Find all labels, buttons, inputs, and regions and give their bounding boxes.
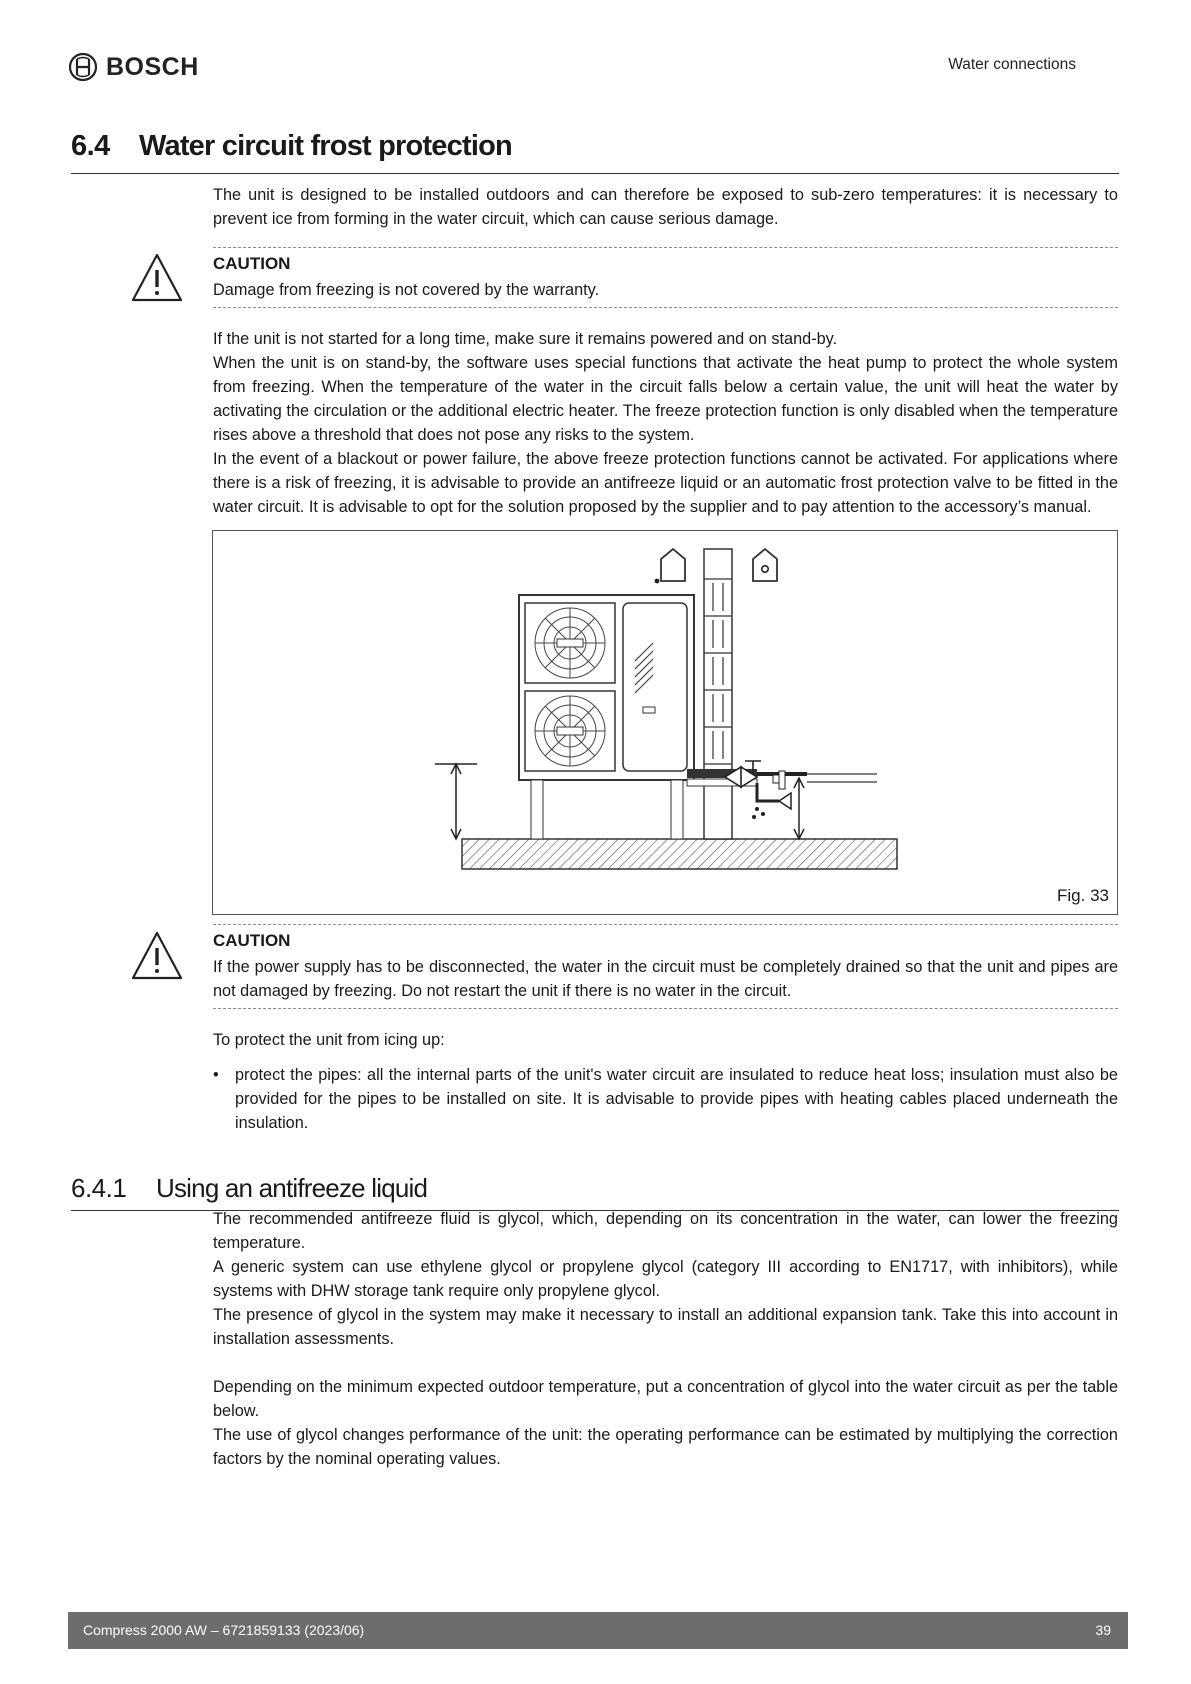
caution-text: Damage from freezing is not covered by the warranty. <box>213 281 600 299</box>
warning-triangle-icon <box>130 252 184 304</box>
bullet-icon: • <box>213 1066 219 1084</box>
intro-paragraph: The unit is designed to be installed outdoors and can therefore be exposed to sub-zero temperatures: it is necessary to prevent ice from forming in the water circuit, which can cause serious damage. <box>213 186 1118 228</box>
caution-title: CAUTION <box>213 254 291 273</box>
frost-protection-installation-diagram <box>213 531 1117 914</box>
caution-divider-bottom <box>213 1008 1118 1009</box>
body-line: A generic system can use ethylene glycol or propylene glycol (category III according to EN1717, with inhibitors), while systems with DHW storage tank require only propylene glycol. <box>213 1258 1118 1300</box>
body-line: In the event of a blackout or power failure, the above freeze protection functions cannot be activated. For applications where there is a risk of freezing, it is advisable to provide an antifreeze liquid or an automatic frost protection valve to be fitted in the water circuit. It is advisable to opt for the solution proposed by the supplier and to pay attention to the accessory’s manual. <box>213 450 1118 516</box>
heading-title: Using an antifreeze liquid <box>156 1173 428 1203</box>
heading-6-4-1 <box>71 1173 1119 1211</box>
footer-document-id: Compress 2000 AW – 6721859133 (2023/06) <box>83 1622 365 1638</box>
body-text <box>213 327 1118 519</box>
brand-logo <box>68 52 199 82</box>
body-line: The use of glycol changes performance of the unit: the operating performance can be estimated by multiplying the correction factors by the nominal operating values. <box>213 1426 1118 1468</box>
bosch-armature-icon <box>68 52 98 82</box>
caution-divider-bottom <box>213 307 1118 308</box>
heading-title: Water circuit frost protection <box>139 130 512 162</box>
warning-triangle-icon <box>130 930 184 982</box>
figure-33 <box>212 530 1118 915</box>
body-line: When the unit is on stand-by, the software uses special functions that activate the heat pump to protect the whole system from freezing. When the temperature of the water in the circuit falls below a certain value, the unit will heat the water by activating the circulation or the additional electric heater. The freeze protection function is only disabled when the temperature rises above a threshold that does not pose any risks to the system. <box>213 354 1118 444</box>
heading-number: 6.4 <box>71 130 110 162</box>
list-item <box>213 1063 1118 1135</box>
body-line: The recommended antifreeze fluid is glycol, which, depending on its concentration in the water, can lower the freezing temperature. <box>213 1210 1118 1252</box>
body-line: The presence of glycol in the system may make it necessary to install an additional expansion tank. Take this into account in installation assessments. <box>213 1306 1118 1348</box>
heading-6-4 <box>71 130 1119 174</box>
body-line: Depending on the minimum expected outdoor temperature, put a concentration of glycol into the water circuit as per the table below. <box>213 1378 1118 1420</box>
brand-name: BOSCH <box>106 52 199 81</box>
caution-title: CAUTION <box>213 931 291 950</box>
list-item-text: protect the pipes: all the internal parts of the unit's water circuit are insulated to reduce heat loss; insulation must also be provided for the pipes to be installed on site. It is advisable to provide pipes with heating cables placed underneath the insulation. <box>235 1066 1118 1132</box>
body-line: If the unit is not started for a long time, make sure it remains powered and on stand-by. <box>213 330 838 348</box>
heading-number: 6.4.1 <box>71 1173 127 1203</box>
caution-text: If the power supply has to be disconnected, the water in the circuit must be completely drained so that the unit and pipes are not damaged by freezing. Do not restart the unit if there is no water in the circuit. <box>213 958 1118 1000</box>
caution-divider-top <box>213 924 1118 925</box>
header-section-title: Water connections <box>948 56 1076 73</box>
page-number: 39 <box>1095 1622 1111 1638</box>
antifreeze-text-block <box>213 1375 1118 1471</box>
protect-intro: To protect the unit from icing up: <box>213 1031 445 1049</box>
antifreeze-text-block <box>213 1207 1118 1351</box>
caution-divider-top <box>213 247 1118 248</box>
page-footer <box>68 1612 1128 1649</box>
figure-label: Fig. 33 <box>1057 886 1109 905</box>
